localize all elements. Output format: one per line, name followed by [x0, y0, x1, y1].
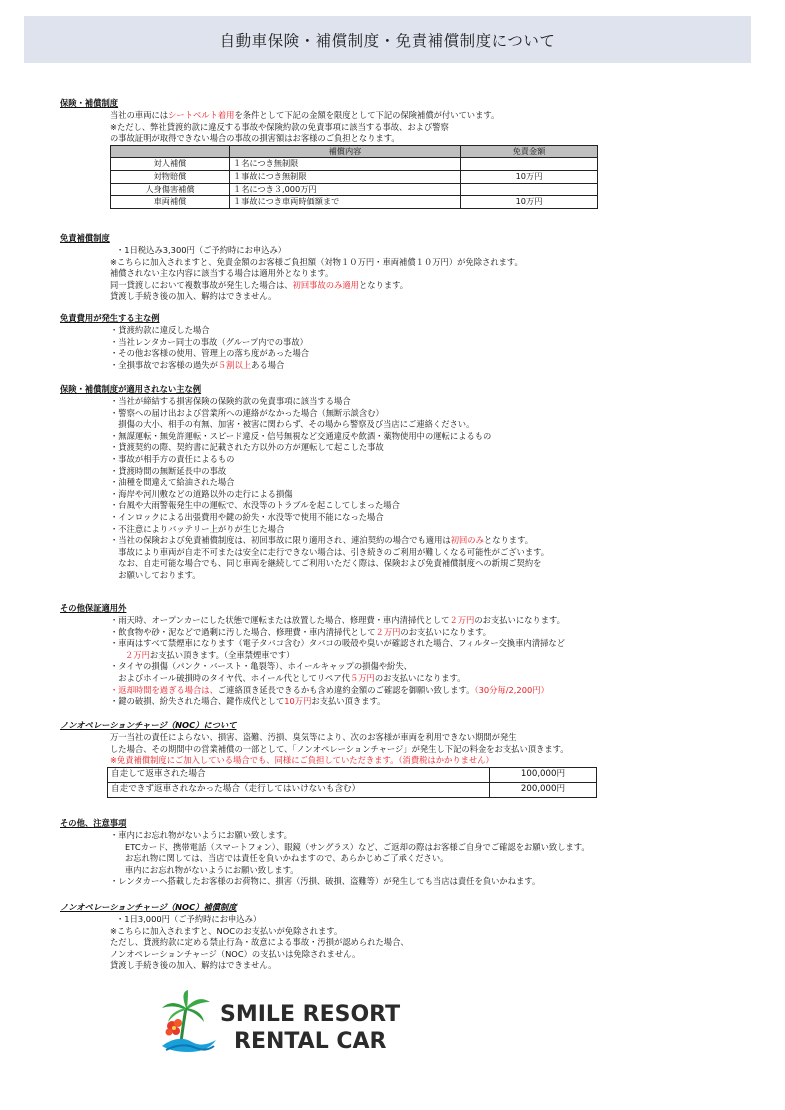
- hibiscus-icon: [166, 1019, 183, 1036]
- text-line: ノンオペレーションチャージ（NOC）の支払いは免除されません。: [110, 948, 361, 959]
- table-cell: 100,000円: [490, 767, 597, 782]
- text: ・飲食物や砂・泥などで過剰に汚した場合、修理費・車内清掃代として: [110, 626, 376, 637]
- text-line: した場合、その期間中の営業補償の一部として、「ノンオペレーションチャージ」が発生し下記の料金をお支払い頂きます。: [110, 743, 569, 754]
- table-header: 免責金額: [461, 145, 598, 158]
- logo-text-line1: SMILE RESORT: [220, 1002, 401, 1027]
- highlight-text: 初回のみ: [450, 535, 484, 546]
- table-cell: 10万円: [461, 196, 598, 209]
- table-cell: 10万円: [461, 170, 598, 183]
- table-row: [108, 767, 597, 782]
- section-title: 免責補償制度: [60, 233, 110, 243]
- text: ・雨天時、オープンカーにした状態で運転または放置した場合、修理費・車内清掃代として: [110, 615, 450, 625]
- highlight-text: 10万円: [284, 696, 312, 707]
- text-line: ・貸渡約款に違反した場合: [110, 325, 210, 335]
- table-row: [111, 170, 598, 183]
- section-title: 保険・補償制度: [60, 98, 119, 108]
- section-title: その他、注意事項: [60, 818, 127, 828]
- highlight-text: ２万円: [449, 615, 475, 625]
- table-row: [111, 158, 598, 171]
- highlight-text: （30分毎/2,200円）: [474, 684, 549, 695]
- text-line: ・当社が締結する損害保険の保険約款の免責事項に該当する場合: [110, 396, 351, 406]
- text: お支払い頂きます。: [311, 696, 386, 707]
- text-line: ・台風や大雨警報発生中の運転で、水没等のトラブルを起こしてしまった場合: [110, 500, 400, 511]
- section-fee-examples: [60, 313, 740, 371]
- table-cell: 対人補償: [111, 158, 230, 171]
- text-line: ・その他お客様の使用、管理上の落ち度があった場合: [110, 348, 310, 359]
- text-line: の事故証明が取得できない場合の事故の損害額はお客様のご負担となります。: [110, 133, 400, 144]
- text-line: ・1日税込み3,300円（ご予約時にお申込み）: [116, 245, 287, 255]
- table-row: [111, 196, 598, 209]
- section-title: 免責費用が発生する主な例: [60, 313, 160, 323]
- text-line: [60, 673, 740, 685]
- table-header: [111, 145, 230, 158]
- noc-table: [107, 767, 597, 798]
- text-line: [60, 535, 740, 547]
- text: ・鍵の破損、紛失された場合、鍵作成代として: [110, 696, 285, 707]
- text-line: ・1日3,000円（ご予約時にお申込み）: [116, 914, 262, 924]
- text-line: ・警察への届け出および営業所への連絡がなかった場合（無断示談含む）: [110, 407, 384, 418]
- text: およびホイール破損時のタイヤ代、ホイール代としてリペア代: [110, 672, 350, 683]
- highlight-text: ・返却時間を過ぎる場合は、: [110, 684, 218, 695]
- text-line: [60, 360, 740, 372]
- section-noc-coverage: [60, 902, 740, 972]
- text: 当社の車両には: [110, 110, 169, 120]
- section-other-exclusions: [60, 603, 740, 708]
- section-title: 保険・補償制度が適用されない主な例: [60, 384, 202, 394]
- text-line: 貸渡し手続き後の加入、解約はできません。: [110, 291, 277, 302]
- logo-graphic: [158, 990, 458, 1056]
- text: ・全損事故でお客様の過失が: [110, 359, 218, 370]
- text-line: [60, 650, 740, 662]
- table-cell: １事故につき無制限: [230, 170, 461, 183]
- text-line: [60, 627, 740, 639]
- text-line: ・無謀運転・無免許運転・スピード違反・信号無視など交通違反や飲酒・薬物使用中の運転によるもの: [110, 430, 492, 441]
- logo-text-line2: RENTAL CAR: [234, 1029, 387, 1054]
- text-line: 補償されない主な内容に該当する場合は適用外となります。: [110, 268, 334, 279]
- text: のお支払いになります。: [374, 672, 466, 683]
- section-exemption: [60, 233, 740, 303]
- text: となります。: [483, 535, 534, 546]
- table-cell: 自走して返車された場合: [108, 767, 490, 782]
- text-line: お忘れ物に関しては、当店では責任を負いかねますので、あらかじめご了承ください。: [125, 853, 449, 864]
- section-title: ノンオペレーションチャージ（NOC）補償制度: [60, 902, 237, 912]
- table-cell: １事故につき車両時価額まで: [230, 196, 461, 209]
- text-line: ・海岸や河川敷などの道路以外の走行による損傷: [110, 488, 293, 499]
- text: ご連絡頂き延長できるかも含め違約金額のご確認を御願い致します。: [217, 684, 475, 695]
- text-line: 車内にお忘れ物がないようにお願い致します。: [125, 864, 299, 875]
- text-line: ETCカード、携帯電話（スマートフォン）、眼鏡（サングラス）など、ご返却の際はお客様ご自身でご確認をお願い致します。: [125, 841, 590, 852]
- text-line: [60, 110, 740, 122]
- highlight-text: ５割以上: [217, 359, 252, 370]
- highlight-text: シートベルト着用: [168, 110, 235, 120]
- text-line: ※ただし、弊社貸渡約款に違反する事故や保険約款の免責事項に該当する事故、および警察: [110, 121, 449, 132]
- text: を条件として下記の金額を限度として下記の保険補償が付いています。: [234, 110, 500, 120]
- text-line: 損傷の大小、相手の有無、加害・被害に関わらず、その場から警察及び当店にご連絡ください。: [110, 419, 475, 430]
- text-line: お願いしております。: [110, 569, 201, 580]
- table-cell: 200,000円: [490, 782, 597, 797]
- text-line: ただし、貸渡約款に定める禁止行為・故意による事故・汚損が認められた場合、: [110, 937, 409, 948]
- text-line: ・事故が相手方の責任によるもの: [110, 453, 235, 464]
- text: 同一貸渡しにおいて複数事故が発生した場合は、: [110, 279, 293, 290]
- text-line: ※免責補償制度にご加入している場合でも、同様にご負担していただきます。（消費税はかかりません）: [110, 755, 494, 766]
- highlight-text: 初回事故のみ適用: [292, 279, 359, 290]
- text-line: 貸渡し手続き後の加入、解約はできません。: [110, 960, 277, 971]
- text-line: ・車両はすべて禁煙車になります（電子タバコ含む）タバコの吸殻や臭いが確認された場合、フィルター交換車内清掃など: [110, 638, 566, 649]
- text: のお支払いになります。: [400, 626, 492, 637]
- highlight-text: ５万円: [349, 672, 375, 683]
- insurance-table: [110, 145, 598, 209]
- section-title: その他保証適用外: [60, 603, 127, 613]
- section-noc: [60, 720, 740, 798]
- text: のお支払いになります。: [474, 615, 565, 625]
- text-line: ・貸渡契約の際、契約書に記載された方以外の方が運転して起こした事故: [110, 442, 384, 453]
- section-insurance: [60, 98, 740, 209]
- table-header: 補償内容: [230, 145, 461, 158]
- table-cell: 対物賠償: [111, 170, 230, 183]
- table-row: [108, 782, 597, 797]
- text-line: ・不注意によりバッテリー上がりが生じた場合: [110, 523, 285, 534]
- company-logo: [158, 990, 458, 1056]
- table-cell: [461, 183, 598, 196]
- table-header-row: [111, 145, 598, 158]
- text: となります。: [358, 279, 409, 290]
- table-cell: 自走できず返車されなかった場合（走行してはいけないも含む）: [108, 782, 490, 797]
- text-line: ※こちらに加入されますと、免責金額のお客様ご負担額（対物１０万円・車両補償１０万円）が免除されます。: [110, 256, 523, 267]
- wave-icon: [162, 1039, 216, 1052]
- text-line: ・貸渡時間の無断延長中の事故: [110, 465, 227, 476]
- text-line: ・タイヤの損傷（パンク・バースト・亀裂等）、ホイールキャップの損傷や紛失、: [110, 661, 412, 672]
- text-line: [60, 280, 740, 292]
- text: お支払い頂きます。（全車禁煙車です）: [149, 649, 295, 660]
- table-cell: １名につき３,000万円: [230, 183, 461, 196]
- section-title: ノンオペレーションチャージ（NOC）について: [60, 720, 237, 730]
- text-line: なお、自走可能な場合でも、同じ車両を継続してご利用いただく際は、保険および免責補償制度への新規ご契約を: [110, 558, 542, 569]
- table-cell: [461, 158, 598, 171]
- text-line: [60, 685, 740, 697]
- text-line: ※こちらに加入されますと、NOCのお支払いが免除されます。: [110, 925, 343, 936]
- text-line: ・当社レンタカー同士の事故（グループ内での事故）: [110, 336, 308, 347]
- highlight-text: ２万円: [375, 626, 401, 637]
- table-cell: 人身傷害補償: [111, 183, 230, 196]
- text-line: [60, 696, 740, 708]
- text-line: 万一当社の責任によらない、損害、盗難、汚損、臭気等により、次のお客様が車両を利用できない期間が発生: [110, 732, 517, 742]
- text-line: ・レンタカーへ搭載したお客様のお荷物に、損害（汚損、破損、盗難等）が発生しても当店は責任を負いかねます。: [110, 876, 541, 887]
- text-line: [60, 615, 740, 627]
- table-cell: １名につき無制限: [230, 158, 461, 171]
- text-line: ・車内にお忘れ物がないようにお願い致します。: [110, 830, 292, 840]
- table-row: [111, 183, 598, 196]
- text: ある場合: [251, 359, 285, 370]
- text: ・当社の保険および免責補償制度は、初回事故に限り適用され、連泊契約の場合でも適用は: [110, 535, 451, 546]
- text-line: ・油種を間違えて給油された場合: [110, 477, 235, 488]
- section-not-covered: [60, 384, 740, 582]
- table-cell: 車両補償: [111, 196, 230, 209]
- highlight-text: ２万円: [125, 649, 150, 660]
- text-line: 事故により車両が自走不可または安全に走行できない場合は、引き続きのご利用が難しくなる可能性がございます。: [110, 546, 550, 557]
- page-title: 自動車保険・補償制度・免責補償制度について: [24, 16, 751, 63]
- section-notes: [60, 818, 740, 888]
- text-line: ・インロックによる出張費用や鍵の紛失・水没等で使用不能になった場合: [110, 511, 384, 522]
